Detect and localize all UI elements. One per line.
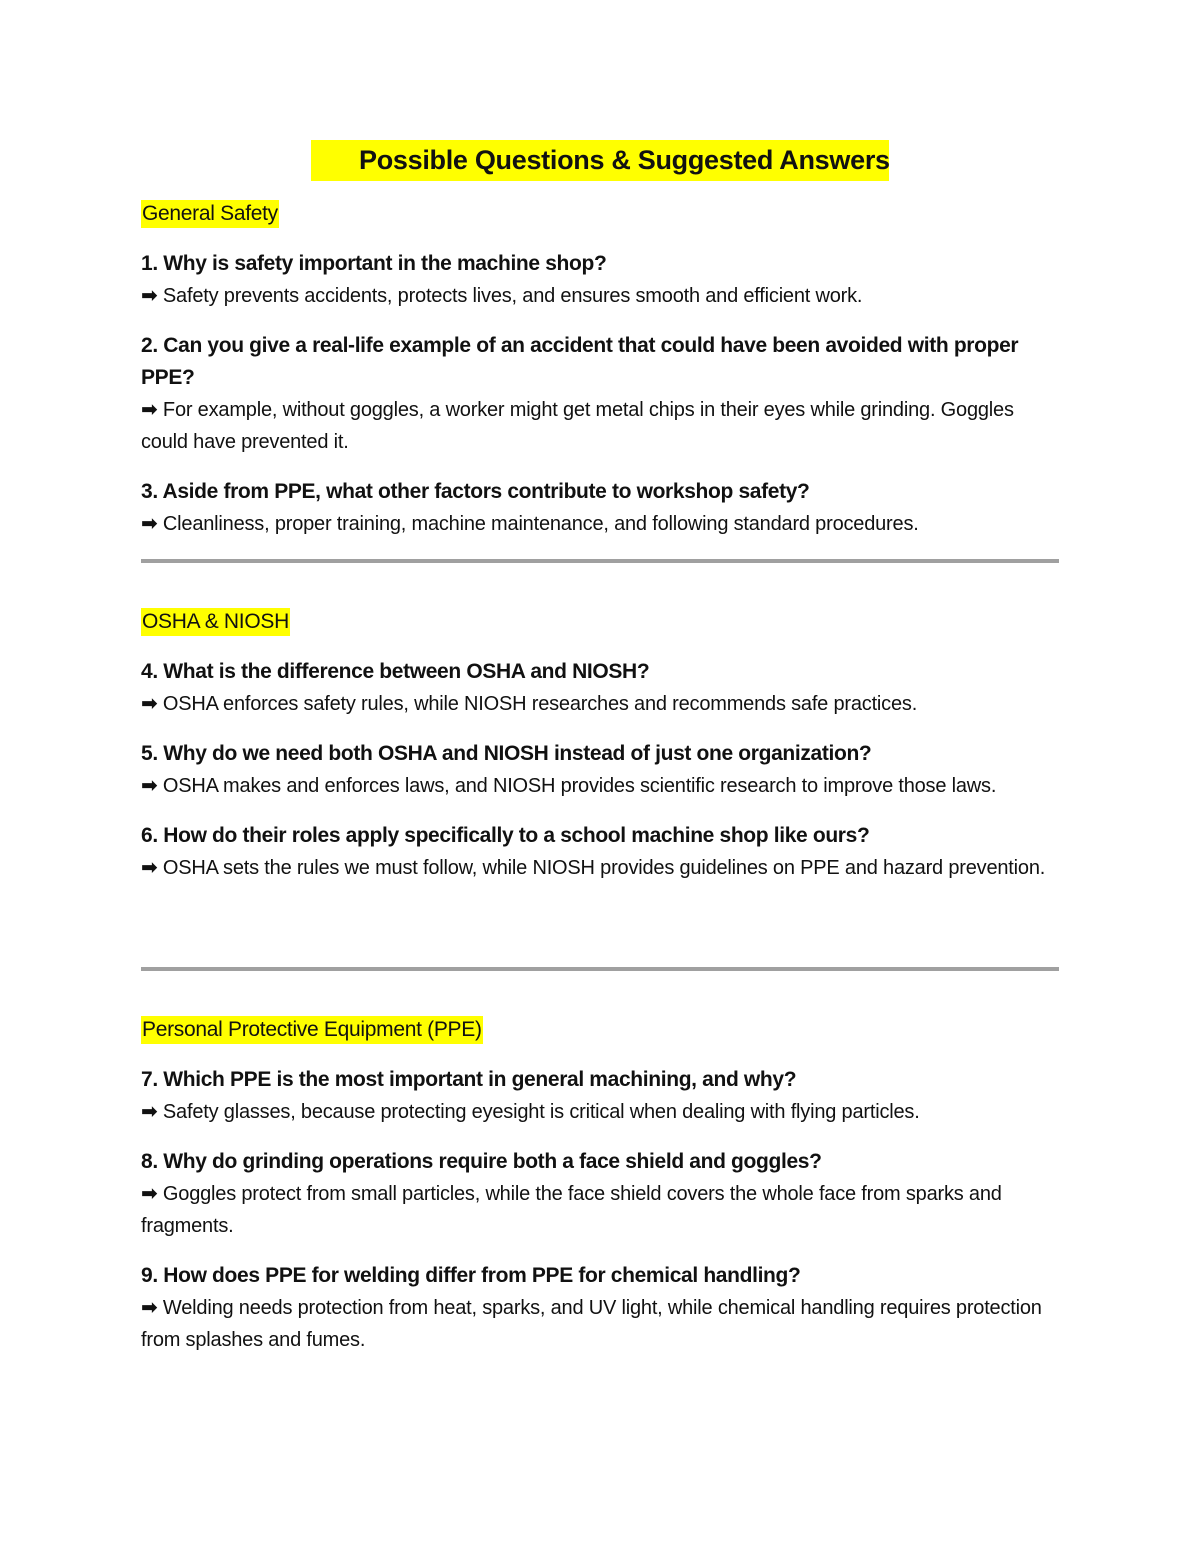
qa-item	[141, 656, 1059, 720]
answer-text: Goggles protect from small particles, while the face shield covers the whole face from sparks and fragments.	[141, 1183, 1002, 1237]
answer-text: OSHA makes and enforces laws, and NIOSH provides scientific research to improve those laws.	[162, 775, 997, 797]
question: 2. Can you give a real-life example of an accident that could have been avoided with proper PPE?	[141, 334, 1019, 389]
answer	[141, 688, 1059, 720]
question: 7. Which PPE is the most important in general machining, and why?	[141, 1068, 797, 1091]
answer-text: Safety prevents accidents, protects lives, and ensures smooth and efficient work.	[162, 285, 863, 307]
arrow-right-icon: ➡	[141, 513, 158, 535]
answer-text: For example, without goggles, a worker might get metal chips in their eyes while grinding. Goggles could have prevented it.	[141, 399, 1014, 453]
question: 8. Why do grinding operations require both a face shield and goggles?	[141, 1150, 822, 1173]
answer-text: OSHA sets the rules we must follow, while NIOSH provides guidelines on PPE and hazard prevention.	[162, 857, 1046, 879]
section-heading: Personal Protective Equipment (PPE)	[141, 1016, 483, 1044]
answer-text: OSHA enforces safety rules, while NIOSH researches and recommends safe practices.	[162, 693, 918, 715]
section-divider	[141, 967, 1059, 971]
arrow-right-icon: ➡	[141, 1101, 158, 1123]
arrow-right-icon: ➡	[141, 775, 158, 797]
arrow-right-icon: ➡	[141, 399, 158, 421]
answer	[141, 1292, 1059, 1356]
qa-item	[141, 738, 1059, 802]
question: 1. Why is safety important in the machine shop?	[141, 252, 607, 275]
question: 4. What is the difference between OSHA and NIOSH?	[141, 660, 650, 683]
arrow-right-icon: ➡	[141, 285, 158, 307]
qa-item	[141, 1146, 1059, 1242]
answer-text: Welding needs protection from heat, sparks, and UV light, while chemical handling requires protection from splashes and fumes.	[141, 1297, 1042, 1351]
arrow-right-icon: ➡	[141, 1183, 158, 1205]
arrow-right-icon: ➡	[141, 1297, 158, 1319]
answer	[141, 852, 1059, 884]
answer-text: Safety glasses, because protecting eyesight is critical when dealing with flying particles.	[162, 1101, 920, 1123]
answer	[141, 770, 1059, 802]
arrow-right-icon: ➡	[141, 857, 158, 879]
answer	[141, 394, 1059, 458]
answer	[141, 1096, 1059, 1128]
question: 5. Why do we need both OSHA and NIOSH instead of just one organization?	[141, 742, 872, 765]
question: 6. How do their roles apply specifically to a school machine shop like ours?	[141, 824, 870, 847]
qa-item	[141, 1064, 1059, 1128]
qa-item	[141, 1260, 1059, 1356]
answer	[141, 508, 1059, 540]
section-heading: OSHA & NIOSH	[141, 608, 290, 636]
title-highlight	[311, 140, 889, 181]
section-divider	[141, 559, 1059, 563]
answer	[141, 1178, 1059, 1242]
question: 3. Aside from PPE, what other factors contribute to workshop safety?	[141, 480, 810, 503]
section-osha-niosh	[141, 608, 1059, 884]
answer	[141, 280, 1059, 312]
question: 9. How does PPE for welding differ from PPE for chemical handling?	[141, 1264, 801, 1287]
qa-item	[141, 248, 1059, 312]
section-heading: General Safety	[141, 200, 279, 228]
qa-item	[141, 330, 1059, 458]
section-general-safety	[141, 200, 1059, 540]
section-ppe	[141, 1016, 1059, 1356]
qa-item	[141, 820, 1059, 884]
answer-text: Cleanliness, proper training, machine maintenance, and following standard procedures.	[162, 513, 919, 535]
arrow-right-icon: ➡	[141, 693, 158, 715]
qa-item	[141, 476, 1059, 540]
page-title: Possible Questions & Suggested Answers	[359, 145, 890, 175]
